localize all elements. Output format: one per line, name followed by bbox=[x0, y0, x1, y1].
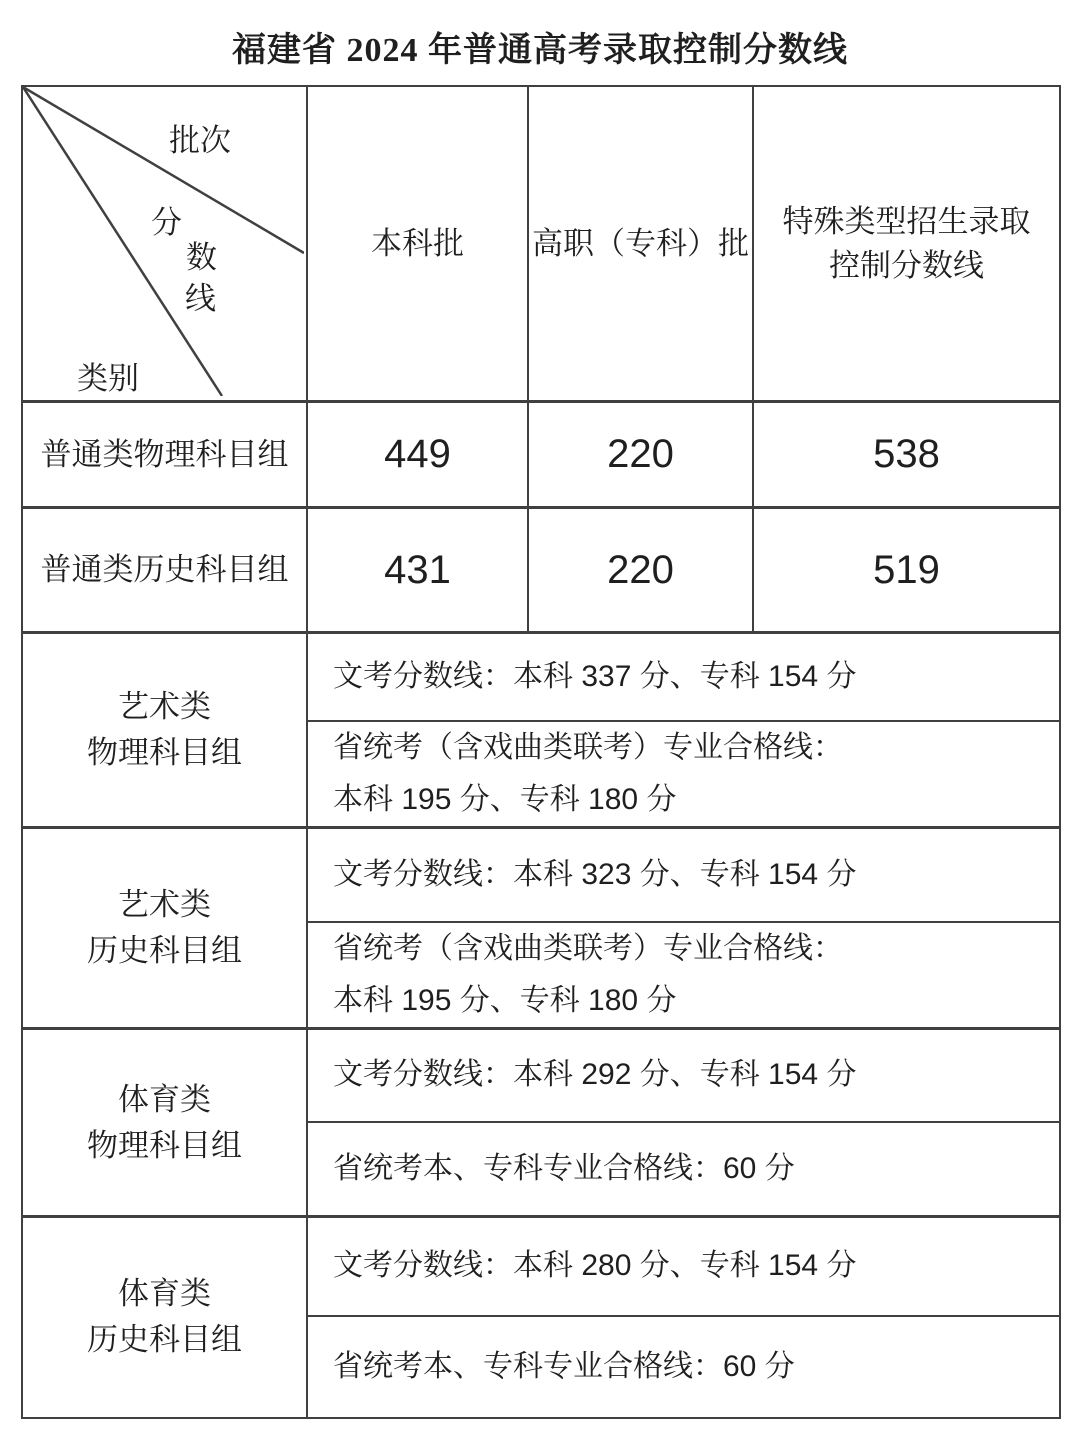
corner-label-batch: 批次 bbox=[169, 123, 231, 158]
section-label-line1: 体育类 bbox=[118, 1081, 211, 1117]
corner-label-category: 类别 bbox=[77, 361, 139, 396]
col-header-gaozhi: 高职（专科）批 bbox=[528, 86, 753, 402]
cell-wenkao-line: 文考分数线：本科 323 分、专科 154 分 bbox=[307, 827, 1060, 922]
cell-wenkao-line: 文考分数线：本科 337 分、专科 154 分 bbox=[307, 633, 1060, 721]
page-title: 福建省 2024 年普通高考录取控制分数线 bbox=[232, 32, 848, 69]
score-benke: 431 bbox=[307, 508, 528, 633]
section-label-line2: 历史科目组 bbox=[87, 1322, 242, 1358]
section-label-line2: 物理科目组 bbox=[87, 734, 242, 770]
row-putong-lishi bbox=[22, 508, 1060, 633]
row-label: 普通类历史科目组 bbox=[22, 508, 307, 633]
corner-label-score-char1: 分 bbox=[151, 205, 182, 240]
score-gaozhi: 220 bbox=[528, 508, 753, 633]
section-tiyu-lishi-row1 bbox=[22, 1217, 1060, 1316]
tongkao-line2: 本科 195 分、专科 180 分 bbox=[333, 984, 677, 1017]
section-label-tiyu-lishi bbox=[22, 1217, 307, 1418]
corner-label-score-char2: 数 bbox=[186, 240, 217, 275]
section-tiyu-wuli-row1 bbox=[22, 1029, 1060, 1122]
row-putong-wuli bbox=[22, 402, 1060, 508]
cell-tongkao-line: 省统考本、专科专业合格线：60 分 bbox=[307, 1316, 1060, 1418]
section-label-line1: 艺术类 bbox=[118, 886, 211, 922]
cell-tongkao-line: 省统考本、专科专业合格线：60 分 bbox=[307, 1122, 1060, 1217]
diagonal-divider-lines bbox=[23, 87, 304, 396]
score-gaozhi: 220 bbox=[528, 402, 753, 508]
score-benke: 449 bbox=[307, 402, 528, 508]
section-label-line2: 历史科目组 bbox=[87, 932, 242, 968]
corner-header-cell bbox=[22, 86, 307, 402]
row-label: 普通类物理科目组 bbox=[22, 402, 307, 508]
section-label-yishu-wuli bbox=[22, 633, 307, 828]
score-teshu: 538 bbox=[753, 402, 1060, 508]
cell-tongkao-line bbox=[307, 721, 1060, 828]
col-header-teshu-line2: 控制分数线 bbox=[829, 247, 984, 283]
col-header-benke: 本科批 bbox=[307, 86, 528, 402]
cell-wenkao-line: 文考分数线：本科 280 分、专科 154 分 bbox=[307, 1217, 1060, 1316]
section-yishu-lishi-row1 bbox=[22, 827, 1060, 922]
section-label-line2: 物理科目组 bbox=[87, 1127, 242, 1163]
cell-tongkao-line bbox=[307, 922, 1060, 1029]
section-yishu-wuli-row1 bbox=[22, 633, 1060, 721]
section-label-line1: 艺术类 bbox=[118, 688, 211, 724]
score-table bbox=[21, 85, 1061, 1419]
score-teshu: 519 bbox=[753, 508, 1060, 633]
col-header-teshu bbox=[753, 86, 1060, 402]
tongkao-line1: 省统考（含戏曲类联考）专业合格线： bbox=[333, 932, 843, 965]
cell-wenkao-line: 文考分数线：本科 292 分、专科 154 分 bbox=[307, 1029, 1060, 1122]
section-label-tiyu-wuli bbox=[22, 1029, 307, 1217]
header-row bbox=[22, 86, 1060, 402]
tongkao-line1: 省统考（含戏曲类联考）专业合格线： bbox=[333, 730, 843, 764]
col-header-teshu-line1: 特殊类型招生录取 bbox=[782, 203, 1031, 239]
section-label-line1: 体育类 bbox=[118, 1276, 211, 1312]
corner-label-score-char3: 线 bbox=[185, 281, 216, 316]
tongkao-line2: 本科 195 分、专科 180 分 bbox=[333, 782, 677, 816]
section-label-yishu-lishi bbox=[22, 827, 307, 1029]
